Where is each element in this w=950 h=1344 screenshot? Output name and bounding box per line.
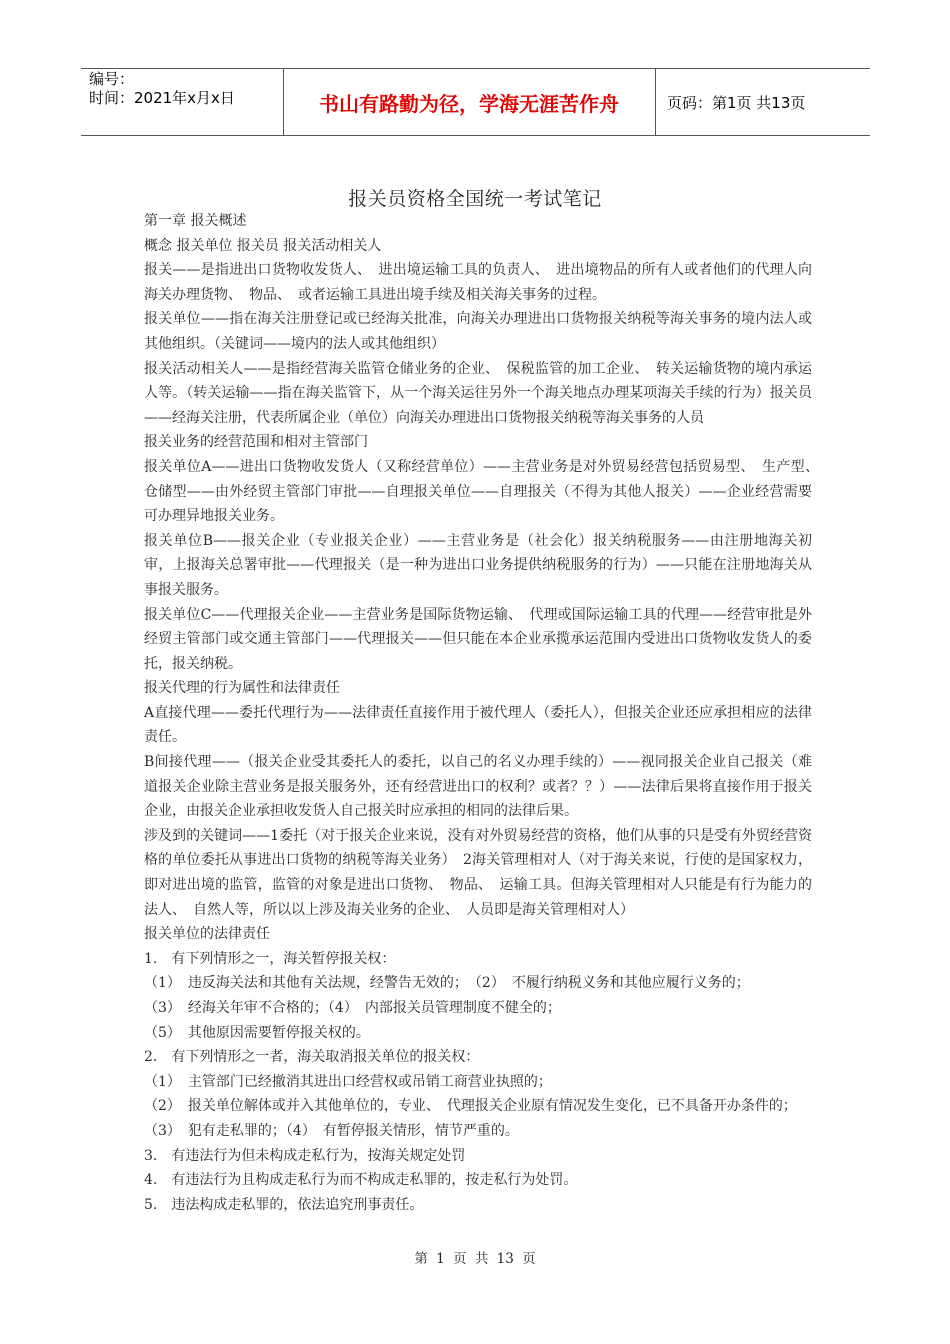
list-item: 5. 违法构成走私罪的，依法追究刑事责任。 xyxy=(144,1196,424,1213)
list-item: （5） 其他原因需要暂停报关权的。 xyxy=(144,1024,370,1041)
code-label: 编号： xyxy=(89,70,135,88)
document-body xyxy=(144,209,826,1217)
document-title: 报关员资格全国统一考试笔记 xyxy=(348,188,602,210)
section-heading: 报关代理的行为属性和法律责任 xyxy=(144,680,340,697)
list-item: （3） 经海关年审不合格的；（4） 内部报关员管理制度不健全的； xyxy=(144,1000,561,1016)
paragraph: 报关活动相关人——是指经营海关监管仓储业务的企业、 保税监管的加工企业、 转关运输货物的境内承运人等。（转关运输——指在海关监管下，从一个海关运往另外一个海关地点办理某项海关手续的行为）报关员——经海关注册，代表所属企业（单位）向海关办理进出口货物报关纳税等海关事务的人员 xyxy=(144,360,812,426)
list-item: 1. 有下列情形之一，海关暂停报关权： xyxy=(144,950,396,967)
paragraph: 报关单位——指在海关注册登记或已经海关批准，向海关办理进出口货物报关纳税等海关事务的境内法人或其他组织。（关键词——境内的法人或其他组织） xyxy=(144,311,812,352)
list-item: 3. 有违法行为但未构成走私行为，按海关规定处罚 xyxy=(144,1147,466,1164)
header-page-info: 页码：第1页 共13页 xyxy=(667,93,806,112)
list-item: （2） 报关单位解体或并入其他单位的，专业、 代理报关企业原有情况发生变化，已不具备开办条件的； xyxy=(144,1098,797,1115)
page-footer: 第 1 页 共 13 页 xyxy=(414,1251,536,1267)
concept-list: 概念 报关单位 报关员 报关活动相关人 xyxy=(144,237,382,254)
header-meta xyxy=(89,70,235,108)
paragraph: 报关单位B——报关企业（专业报关企业）——主营业务是（社会化）报关纳税服务——由注册地海关初审，上报海关总署审批——代理报关（是一种为进出口业务提供纳税服务的行为）——只能在注册地海关从事报关服务。 xyxy=(144,532,812,598)
list-item: （3） 犯有走私罪的；（4） 有暂停报关情形，情节严重的。 xyxy=(144,1122,519,1139)
paragraph: A直接代理——委托代理行为——法律责任直接作用于被代理人（委托人），但报关企业还应承担相应的法律责任。 xyxy=(144,704,812,746)
paragraph: 报关单位C——代理报关企业——主营业务是国际货物运输、 代理或国际运输工具的代理——经营审批是外经贸主管部门或交通主管部门——代理报关——但只能在本企业承揽承运范围内受进出口货物收发货人的委托，报关纳税。 xyxy=(144,606,812,672)
section-heading: 报关单位的法律责任 xyxy=(144,926,270,943)
header-motto: 书山有路勤为径，学海无涯苦作舟 xyxy=(319,91,619,116)
date-label: 时间：2021年x月x日 xyxy=(89,89,235,107)
paragraph: 报关单位A——进出口货物收发货人（又称经营单位）——主营业务是对外贸易经营包括贸易型、 生产型、 仓储型——由外经贸主管部门审批——自理报关单位——自理报关（不得为其他人报关）——企业经营需要可办理异地报关业务。 xyxy=(144,458,826,525)
paragraph: 报关——是指进出口货物收发货人、 进出境运输工具的负责人、 进出境物品的所有人或者他们的代理人向海关办理货物、 物品、 或者运输工具进出境手续及相关海关事务的过程。 xyxy=(144,262,812,303)
list-item: 4. 有违法行为且构成走私行为而不构成走私罪的，按走私行为处罚。 xyxy=(144,1172,578,1189)
page-header xyxy=(81,68,870,136)
list-item: 2. 有下列情形之一者，海关取消报关单位的报关权： xyxy=(144,1049,480,1066)
list-item: （1） 主管部门已经撤消其进出口经营权或吊销工商营业执照的； xyxy=(144,1073,552,1090)
section-heading: 报关业务的经营范围和相对主管部门 xyxy=(144,434,368,451)
chapter-heading: 第一章 报关概述 xyxy=(144,213,247,229)
paragraph: B间接代理——（报关企业受其委托人的委托，以自己的名义办理手续的）——视同报关企业自己报关（难道报关企业除主营业务是报关服务外，还有经营进出口的权利？或者？？）——法律后果将直接作用于报关企业，由报关企业承担收发货人自己报关时应承担的相同的法律后果。 xyxy=(144,754,812,820)
list-item: （1） 违反海关法和其他有关法规，经警告无效的； （2） 不履行纳税义务和其他应履行义务的； xyxy=(144,975,750,992)
paragraph: 涉及到的关键词——1委托（对于报关企业来说，没有对外贸易经营的资格，他们从事的只是受有外贸经营资格的单位委托从事进出口货物的纳税等海关业务） 2海关管理相对人（对于海关来说，行使的是国家权力，即对进出境的监管，监管的对象是进出口货物、 物品、 运输工具。但海关管理相对人只能是有行为能力的法人、 自然人等，所以以上涉及海关业务的企业、 人员即是海关管理相对人） xyxy=(144,827,812,918)
